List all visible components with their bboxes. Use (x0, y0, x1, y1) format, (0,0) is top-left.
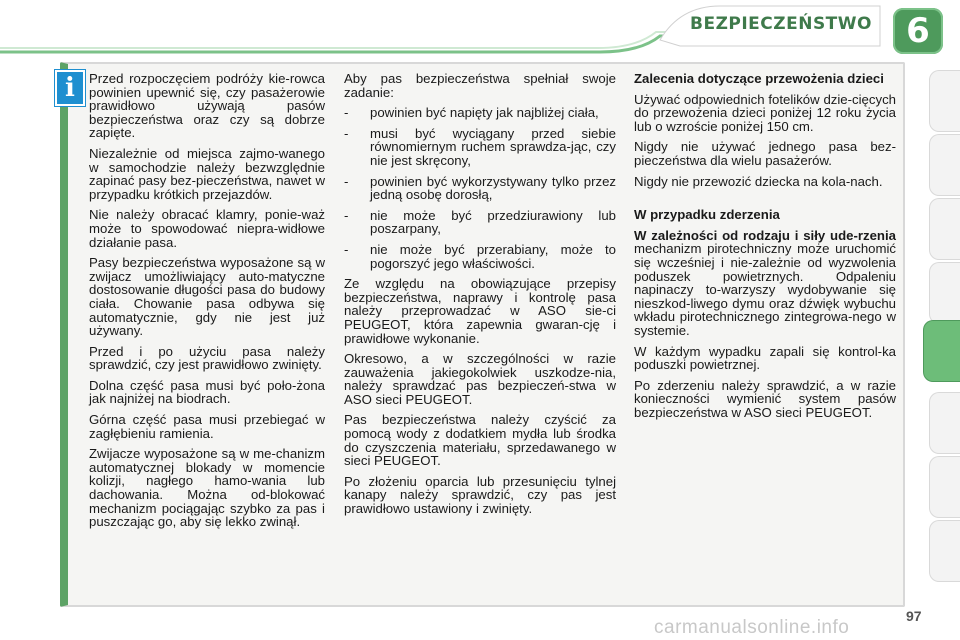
chapter-tab[interactable] (929, 520, 960, 582)
paragraph: Pas bezpieczeństwa należy czyścić za pomocą wody z dodatkiem mydła lub środka do czyszczenia materiału, sprzedawanego w sieci PEUGEOT. (344, 412, 616, 469)
chapter-tab[interactable] (929, 134, 960, 196)
list-item: - musi być wyciągany przed siebie równomiernym ruchem sprawdza-jąc, czy nie jest skręcony, (344, 125, 616, 168)
section-title: BEZPIECZEŃSTWO (690, 14, 872, 34)
page-number: 97 (906, 608, 922, 624)
paragraph: Górna część pasa musi przebiegać w zagłębieniu ramienia. (89, 412, 325, 441)
list-item: - nie może być przedziurawiony lub poszarpany, (344, 207, 616, 237)
chapter-tab[interactable] (929, 262, 960, 324)
paragraph: W każdym wypadku zapali się kontrol-ka poduszki powietrznej. (634, 343, 896, 373)
paragraph: W zależności od rodzaju i siły ude-rzenia mechanizm pirotechniczny może uruchomić się wcześniej i nie-zależnie od wyzwolenia poduszek powietrznych. Odpaleniu napinaczy to-warzyszy wydobywanie się nieszkod-liwego dymu oraz dźwięk wybuchu wkładu pirotechnicznego zintegrowa-nego w systemie. (634, 227, 896, 338)
paragraph: Po zderzeniu należy sprawdzić, a w razie konieczności wymienić system pasów bezpieczeństwa w ASO sieci PEUGEOT. (634, 377, 896, 420)
chapter-tab[interactable] (929, 198, 960, 260)
child-transport-heading: Zalecenia dotyczące przewożenia dzieci (634, 71, 884, 86)
column-2 (344, 72, 616, 523)
chapter-tabs (925, 70, 960, 590)
paragraph: Okresowo, a w szczególności w razie zauważenia jakiegokolwiek uszkodze-nia, należy sprawdzać pas bezpieczeń-stwa w ASO sieci PEUGEOT. (344, 351, 616, 407)
paragraph: Dolna część pasa musi być poło-żona jak najniżej na biodrach. (89, 377, 325, 407)
paragraph: Niezależnie od miejsca zajmo-wanego w samochodzie należy bezwzględnie zapinać pasy bez-pieczeństwa, nawet w przypadku krótkich przejazdów. (89, 145, 325, 202)
list-item: - powinien być wykorzystywany tylko przez jedną osobę dorosłą, (344, 173, 616, 203)
paragraph: Przed rozpoczęciem podróży kie-rowca powinien upewnić się, czy pasażerowie prawidłowo używają pasów bezpieczeństwa oraz czy są dobrze zapięte. (89, 71, 325, 141)
chapter-number-badge: 6 (893, 8, 943, 54)
dash-bullet: - (344, 241, 349, 257)
paragraph: Przed i po użyciu pasa należy sprawdzić, czy jest prawidłowo zwinięty. (89, 343, 325, 373)
dash-bullet: - (344, 173, 349, 189)
paragraph: Po złożeniu oparcia lub przesunięciu tylnej kanapy należy sprawdzić, czy pas jest prawidłowo ustawiony i zwinięty. (344, 473, 616, 517)
watermark: carmanualsonline.info (654, 617, 850, 638)
paragraph: Używać odpowiednich fotelików dzie-cięcych do przewożenia dzieci poniżej 12 roku życia lub o wzroście poniżej 150 cm. (634, 91, 896, 134)
paragraph: Nie należy obracać klamry, ponie-waż może to spowodować niepra-widłowe działanie pasa. (89, 207, 325, 250)
paragraph: Pasy bezpieczeństwa wyposażone są w zwijacz umożliwiający auto-matyczne dostosowanie długości pasa do budowy ciała. Chowanie pasa odbywa się automatycznie, gdy nie jest już używany. (89, 255, 325, 339)
dash-bullet: - (344, 125, 349, 141)
list-item: - powinien być napięty jak najbliżej ciała, (344, 105, 599, 121)
paragraph: Nigdy nie przewozić dziecka na kola-nach. (634, 173, 883, 189)
dash-bullet: - (344, 207, 349, 223)
paragraph: Ze względu na obowiązujące przepisy bezpieczeństwa, naprawy i kontrolę pasa należy przeprowadzać w ASO sie-ci PEUGEOT, która zapewnia gwaran-cję i prawidłowe wykonanie. (344, 276, 616, 346)
bold-lead: W zależności od rodzaju i siły ude-rzenia (634, 227, 896, 243)
requirements-list (344, 106, 616, 270)
chapter-tab[interactable] (929, 392, 960, 454)
intro-text: Aby pas bezpieczeństwa spełniał swoje zadanie: (344, 71, 616, 100)
column-1 (89, 72, 325, 536)
dash-bullet: - (344, 105, 349, 121)
column-3 (634, 72, 896, 426)
chapter-tab-active[interactable] (923, 320, 960, 382)
chapter-tab[interactable] (929, 70, 960, 132)
list-item: - nie może być przerabiany, może to pogorszyć jego właściwości. (344, 241, 616, 271)
collision-heading: W przypadku zderzenia (634, 207, 780, 223)
chapter-tab[interactable] (929, 456, 960, 518)
paragraph: Zwijacze wyposażone są w me-chanizm automatycznej blokady w momencie kolizji, nagłego hamo-wania lub dachowania. Można od-blokować mechanizm pociągając szybko za pas i puszczając go, aby się lekko zwinął. (89, 446, 325, 530)
paragraph: Nigdy nie używać jednego pasa bez-pieczeństwa dla wielu pasażerów. (634, 139, 896, 168)
info-icon: i (55, 70, 85, 106)
